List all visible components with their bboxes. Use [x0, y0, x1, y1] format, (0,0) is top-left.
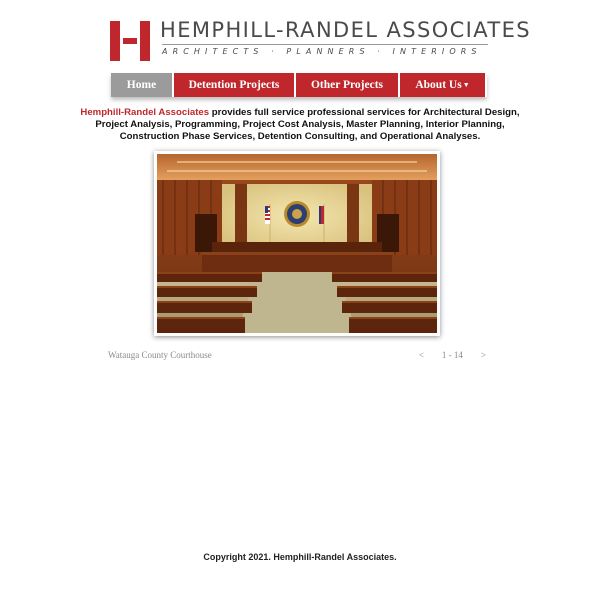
nav-home[interactable]: Home — [111, 73, 172, 97]
slide-caption: Watauga County Courthouse — [108, 350, 212, 360]
courtroom-photo[interactable] — [157, 154, 437, 333]
company-tagline: ARCHITECTS · PLANNERS · INTERIORS — [162, 47, 482, 56]
nav-about-us[interactable] — [400, 73, 485, 97]
company-logo[interactable] — [110, 18, 532, 64]
intro-text: provides full service professional services for Architectural Design, Project Analysis, Programming, Project Cost Analysis, Master Planning, Interior Planning, Construction Phase Services, Detention Consulting, and Operational Analyses. — [95, 107, 520, 142]
logo-mark-icon — [110, 21, 150, 61]
slideshow-caption-bar — [108, 349, 488, 363]
logo-divider — [162, 44, 488, 45]
nav-about-us-label: About Us — [415, 79, 462, 91]
intro-brand-name: Hemphill-Randel Associates — [80, 107, 210, 118]
dropdown-caret-icon: ▼ — [462, 81, 470, 89]
slide-counter: 1 - 14 — [441, 350, 463, 360]
footer-copyright: Copyright 2021. Hemphill-Randel Associates. — [203, 552, 397, 562]
nav-other-projects[interactable]: Other Projects — [296, 73, 398, 97]
slideshow-pager — [419, 350, 486, 360]
prev-slide-button[interactable]: < — [418, 350, 424, 360]
main-nav — [111, 73, 487, 97]
nav-detention-projects[interactable]: Detention Projects — [174, 73, 294, 97]
next-slide-button[interactable]: > — [480, 350, 486, 360]
company-name: HEMPHILL-RANDEL ASSOCIATES — [160, 18, 532, 42]
slideshow-frame — [154, 151, 440, 336]
intro-paragraph — [70, 107, 530, 143]
